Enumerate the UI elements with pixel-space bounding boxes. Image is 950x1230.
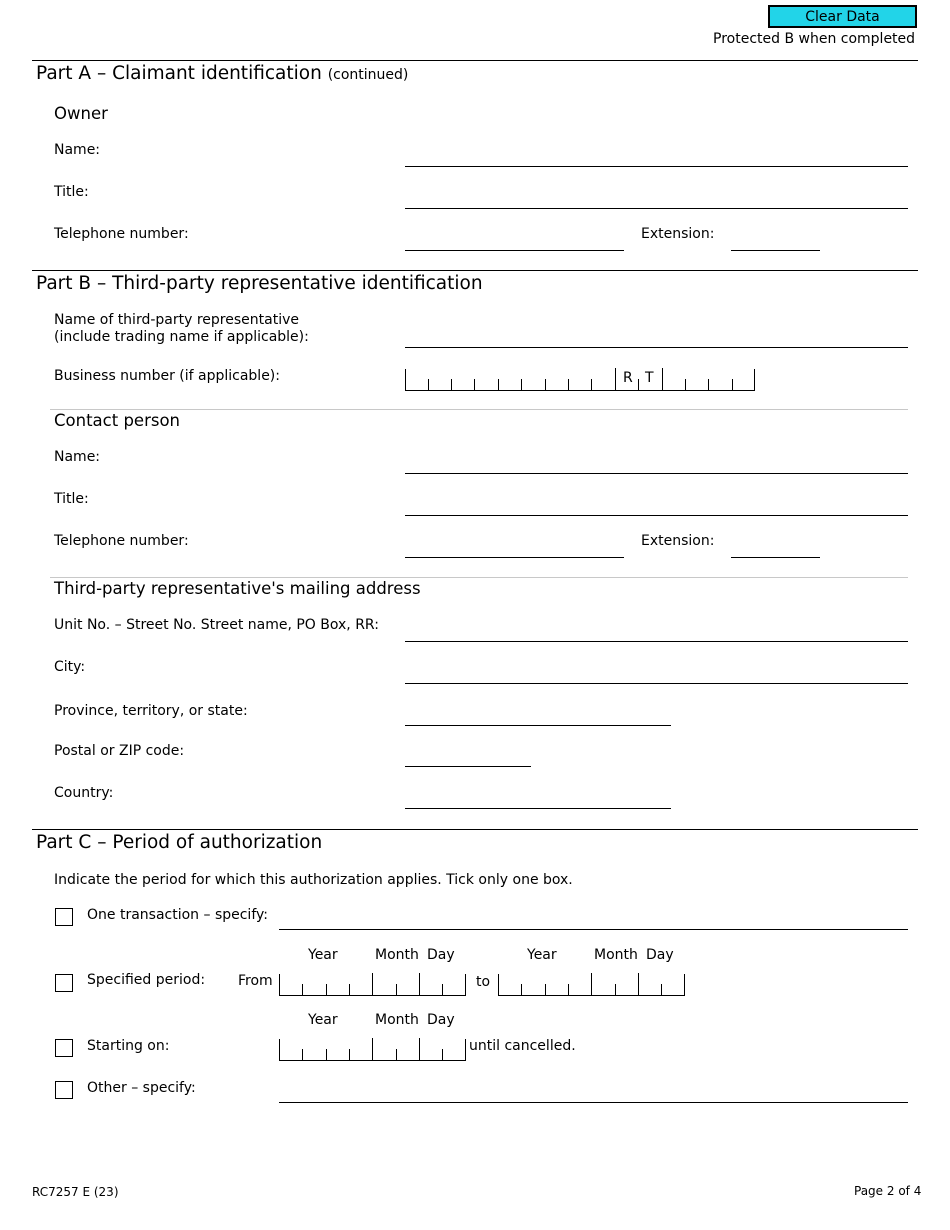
contact-divider	[50, 409, 908, 410]
country-input[interactable]	[405, 786, 671, 809]
postal-code-input[interactable]	[405, 744, 531, 767]
street-input[interactable]	[405, 619, 908, 642]
date-cell-divider	[302, 1049, 303, 1060]
bn-cell-divider	[732, 379, 733, 390]
other-input[interactable]	[279, 1080, 908, 1103]
to-day-header: Day	[646, 947, 674, 963]
owner-name-label: Name:	[54, 142, 101, 158]
start-date-input[interactable]	[279, 1039, 466, 1061]
owner-phone-input[interactable]	[405, 228, 624, 251]
other-label: Other – specify:	[87, 1080, 196, 1096]
bn-cell-divider	[591, 379, 592, 390]
from-date-input[interactable]	[279, 974, 466, 996]
owner-extension-input[interactable]	[731, 228, 820, 251]
date-part-divider	[419, 1038, 420, 1060]
bn-letter-t: T	[645, 370, 654, 386]
bn-cell-divider	[428, 379, 429, 390]
page-number: Page 2 of 4	[854, 1184, 922, 1198]
date-cell-divider	[396, 1049, 397, 1060]
from-day-header: Day	[427, 947, 455, 963]
start-month-header: Month	[375, 1012, 419, 1028]
owner-heading: Owner	[54, 104, 108, 123]
start-day-header: Day	[427, 1012, 455, 1028]
date-cell-divider	[615, 984, 616, 995]
date-cell-divider	[326, 984, 327, 995]
date-cell-divider	[302, 984, 303, 995]
date-part-divider	[638, 973, 639, 995]
start-year-header: Year	[308, 1012, 338, 1028]
to-year-header: Year	[527, 947, 557, 963]
bn-cell-divider	[498, 379, 499, 390]
date-part-divider	[591, 973, 592, 995]
province-label: Province, territory, or state:	[54, 703, 248, 719]
date-cell-divider	[521, 984, 522, 995]
starting-on-label: Starting on:	[87, 1038, 170, 1054]
contact-person-heading: Contact person	[54, 411, 180, 430]
rep-name-label-line1: Name of third-party representative	[54, 312, 299, 328]
clear-data-button[interactable]: Clear Data	[768, 5, 917, 28]
contact-extension-label: Extension:	[641, 533, 715, 549]
bn-cell-divider	[451, 379, 452, 390]
part-b-title: Part B – Third-party representative identification	[36, 273, 483, 294]
part-a-title-text: Part A – Claimant identification	[36, 63, 322, 84]
date-cell-divider	[326, 1049, 327, 1060]
part-a-continued: (continued)	[327, 67, 409, 83]
date-cell-divider	[349, 1049, 350, 1060]
bn-letter-r: R	[623, 370, 633, 386]
owner-title-input[interactable]	[405, 186, 908, 209]
from-year-header: Year	[308, 947, 338, 963]
city-input[interactable]	[405, 661, 908, 684]
bn-cell-divider	[568, 379, 569, 390]
other-checkbox[interactable]	[55, 1081, 73, 1099]
one-transaction-input[interactable]	[279, 907, 908, 930]
owner-extension-label: Extension:	[641, 226, 715, 242]
one-transaction-checkbox[interactable]	[55, 908, 73, 926]
one-transaction-label: One transaction – specify:	[87, 907, 268, 923]
date-part-divider	[372, 1038, 373, 1060]
bn-cell-divider	[685, 379, 686, 390]
contact-phone-label: Telephone number:	[54, 533, 189, 549]
date-cell-divider	[349, 984, 350, 995]
to-date-input[interactable]	[498, 974, 685, 996]
part-a-rule	[32, 60, 918, 61]
contact-title-label: Title:	[54, 491, 89, 507]
bn-rt-divider	[615, 368, 616, 390]
date-part-divider	[372, 973, 373, 995]
rep-name-label-line2: (include trading name if applicable):	[54, 329, 309, 345]
date-cell-divider	[661, 984, 662, 995]
bn-cell-divider	[638, 379, 639, 390]
contact-name-label: Name:	[54, 449, 101, 465]
province-input[interactable]	[405, 703, 671, 726]
date-cell-divider	[545, 984, 546, 995]
from-month-header: Month	[375, 947, 419, 963]
business-number-input[interactable]	[405, 369, 755, 391]
starting-on-checkbox[interactable]	[55, 1039, 73, 1057]
part-b-rule	[32, 270, 918, 271]
date-cell-divider	[396, 984, 397, 995]
date-cell-divider	[442, 1049, 443, 1060]
specified-period-label: Specified period:	[87, 972, 206, 988]
owner-title-label: Title:	[54, 184, 89, 200]
protected-b-notice: Protected B when completed	[713, 31, 916, 47]
bn-cell-divider	[708, 379, 709, 390]
owner-name-input[interactable]	[405, 144, 908, 167]
contact-phone-input[interactable]	[405, 535, 624, 558]
period-instruction: Indicate the period for which this authorization applies. Tick only one box.	[54, 872, 573, 888]
part-c-rule	[32, 829, 918, 830]
from-label: From	[238, 973, 273, 989]
street-label: Unit No. – Street No. Street name, PO Box, RR:	[54, 617, 379, 633]
contact-title-input[interactable]	[405, 493, 908, 516]
specified-period-checkbox[interactable]	[55, 974, 73, 992]
country-label: Country:	[54, 785, 114, 801]
bn-cell-divider	[521, 379, 522, 390]
part-c-title: Part C – Period of authorization	[36, 832, 323, 853]
until-cancelled-text: until cancelled.	[469, 1038, 576, 1054]
city-label: City:	[54, 659, 86, 675]
contact-name-input[interactable]	[405, 451, 908, 474]
bn-rt-divider	[662, 368, 663, 390]
to-month-header: Month	[594, 947, 638, 963]
bn-cell-divider	[474, 379, 475, 390]
business-number-label: Business number (if applicable):	[54, 368, 280, 384]
form-id: RC7257 E (23)	[32, 1185, 119, 1199]
mailing-address-heading: Third-party representative's mailing address	[54, 579, 421, 598]
contact-extension-input[interactable]	[731, 535, 820, 558]
owner-phone-label: Telephone number:	[54, 226, 189, 242]
date-cell-divider	[568, 984, 569, 995]
rep-name-input[interactable]	[405, 325, 908, 348]
to-label: to	[476, 974, 491, 990]
bn-cell-divider	[545, 379, 546, 390]
date-cell-divider	[442, 984, 443, 995]
postal-code-label: Postal or ZIP code:	[54, 743, 185, 759]
mailing-divider	[50, 577, 908, 578]
part-a-title	[36, 63, 408, 84]
date-part-divider	[419, 973, 420, 995]
